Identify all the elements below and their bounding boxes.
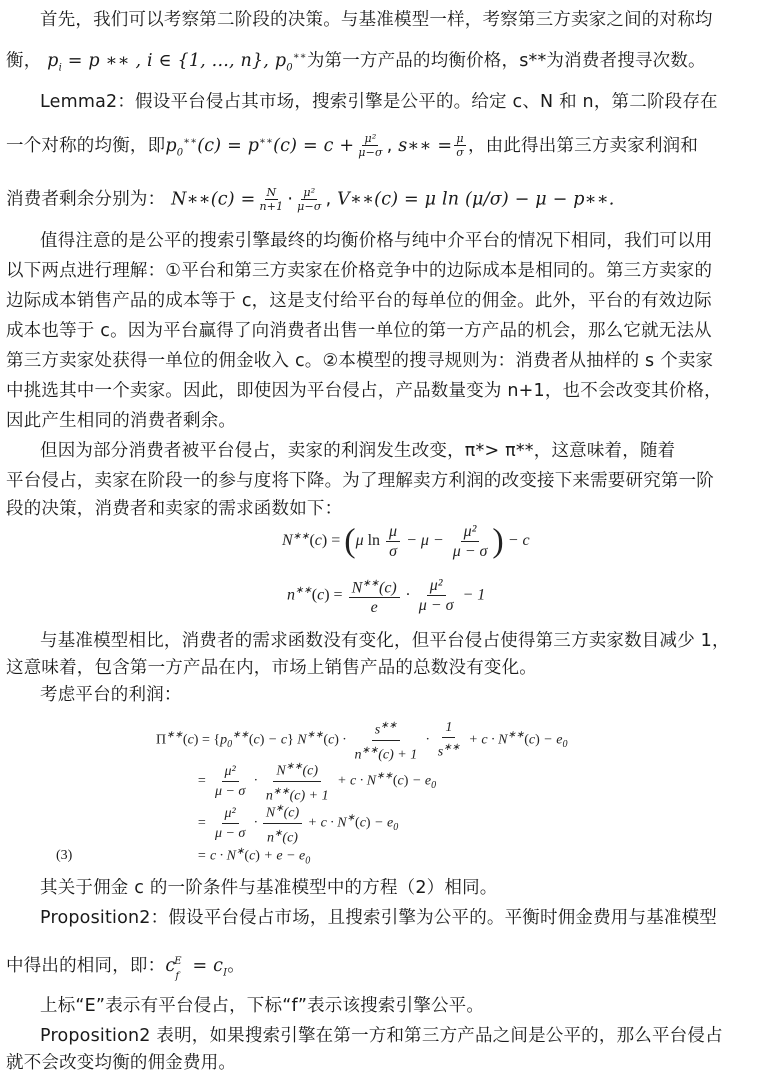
equation-number: (3)	[56, 848, 73, 863]
inline-formula: $p_0^{∗∗}$	[274, 50, 307, 74]
equation-demand-N: N∗∗(c) = (μ ln $\frac{\mu}{\sigma}$ − μ − $\frac{\text{μ²}}{\mu - \sigma}$ ) − c	[282, 522, 530, 560]
text: 为第一方产品的均衡价格，	[306, 50, 520, 71]
paragraph-line: 边际成本销售产品的成本等于 c，这是支付给平台的每单位的佣金。此外，平台的有效边际	[6, 291, 712, 311]
paragraph-line: 考虑平台的利润：	[40, 685, 182, 705]
inline-formula: $p_i = p$ ∗∗ , i ∈ {1, ..., n},	[47, 50, 270, 74]
text: 中得出的相同，即：	[6, 955, 166, 976]
text: 衡，	[6, 50, 42, 71]
paragraph-line: 但因为部分消费者被平台侵占，卖家的利润发生改变，π*> π**，这意味着，随着	[40, 441, 676, 461]
fraction: $\frac{\mu}{\sigma}$	[456, 132, 464, 160]
paragraph-line: 成本也等于 c。因为平台赢得了向消费者出售一单位的第一方产品的机会，那么它就无法从	[6, 321, 712, 341]
paragraph-line: 这意味着，包含第一方产品在内，市场上销售产品的总数没有变化。	[6, 658, 537, 678]
lemma-line: 一个对称的均衡，即$p_0^{∗∗}(c) = p^{∗∗}(c) = c$ + $\frac{\text{μ²}}{\mu-\sigma}$ , s∗∗ = $\frac{\mu}{\sigma}$ ，由此得出第三方卖家利润和	[6, 132, 699, 160]
inline-formula: $p_0^{∗∗}(c) = p^{∗∗}(c) = c$ +	[165, 135, 355, 159]
paragraph-line: 首先，我们可以考察第二阶段的决策。与基准模型一样，考察第三方卖家之间的对称均	[40, 10, 713, 30]
paragraph-line: 第三方卖家处获得一单位的佣金收入 c。②本模型的搜寻规则为：消费者从抽样的 s 个卖家	[6, 351, 714, 371]
paragraph-line: 其关于佣金 c 的一阶条件与基准模型中的方程（2）相同。	[40, 878, 498, 898]
equation-demand-n: n∗∗(c) = $\frac{N^{∗∗}(c)}{e}$ · $\frac{\text{μ²}}{\mu - \sigma}$ − 1	[287, 574, 485, 617]
equation-profit-line2: = $\frac{\text{μ²}}{\mu - \sigma}$ · $\frac{N^{∗∗}(c)}{n^{∗∗}(c) + 1}$ + $c \cdot N^{∗∗}(c) - e_0$	[197, 757, 436, 805]
paragraph-line: 与基准模型相比，消费者的需求函数没有变化，但平台侵占使得第三方卖家数目减少 1，	[40, 631, 730, 651]
text: ，由此得出第三方卖家利润和	[467, 135, 699, 156]
fraction: $\frac{\text{μ²}}{\mu-\sigma}$	[297, 186, 322, 213]
proposition-line	[6, 950, 756, 985]
inline-formula: N∗∗(c) =	[171, 189, 256, 210]
text: s**为消费者搜寻次数。	[519, 50, 706, 71]
paragraph-line: 因此产生相同的消费者剩余。	[6, 411, 237, 431]
inline-formula: s∗∗ =	[398, 135, 453, 156]
lemma-line: 消费者剩余分别为： N∗∗(c) = $\frac{N}{n+1}$ · $\frac{\text{μ²}}{\mu-\sigma}$ , V∗∗(c) = μ ln (μ/σ) − μ − p∗∗.	[6, 186, 615, 213]
fraction: $\frac{\text{μ²}}{\mu-\sigma}$	[358, 132, 383, 160]
proposition-line: Proposition2：假设平台侵占市场，且搜索引擎为公平的。平衡时佣金费用与基准模型	[40, 908, 718, 928]
equation-profit-line1: $\Pi^{∗∗}(c) = \{p_0^{∗∗}(c) - c\} N^{∗∗}(c)$ · $\frac{s^{∗∗}}{n^{∗∗}(c) + 1}$ · $\frac{1}{s^{∗∗}}$ + $c \cdot N^{∗∗}(c) - e_0$	[156, 716, 567, 764]
inline-formula: V∗∗(c) = μ ln (μ/σ) − μ − p∗∗.	[337, 189, 615, 210]
inline-formula: $c_f^E = c_I$	[165, 955, 228, 983]
equation-profit-line3: = $\frac{\text{μ²}}{\mu - \sigma}$ · $\frac{N^∗(c)}{n^∗(c)}$ + $c \cdot N^∗(c) - e_0$	[197, 799, 398, 847]
text: 。	[227, 955, 245, 976]
text: 消费者剩余分别为：	[6, 189, 166, 210]
text: 一个对称的均衡，即	[6, 135, 166, 156]
paragraph-line: 上标“E”表示有平台侵占，下标“f”表示该搜索引擎公平。	[40, 996, 485, 1016]
paragraph-line: 以下两点进行理解：①平台和第三方卖家在价格竞争中的边际成本是相同的。第三方卖家的	[6, 261, 713, 281]
paragraph-line: 段的决策，消费者和卖家的需求函数如下：	[6, 499, 343, 519]
equation-profit-line4: = $c \cdot N^∗(c) + e - e_0$	[197, 846, 311, 867]
lemma-line: Lemma2：假设平台侵占其市场，搜索引擎是公平的。给定 c、N 和 n，第二阶段存在	[40, 92, 718, 112]
paragraph-line: Proposition2 表明，如果搜索引擎在第一方和第三方产品之间是公平的，那么平台侵占	[40, 1026, 723, 1046]
paragraph-line: 就不会改变均衡的佣金费用。	[6, 1053, 237, 1073]
paragraph-line	[6, 45, 756, 80]
paragraph-line: 值得注意的是公平的搜索引擎最终的均衡价格与纯中介平台的情况下相同，我们可以用	[40, 231, 713, 251]
paragraph-line: 平台侵占，卖家在阶段一的参与度将下降。为了理解卖方利润的改变接下来需要研究第一阶	[6, 471, 714, 491]
paragraph-line: 中挑选其中一个卖家。因此，即使因为平台侵占，产品数量变为 n+1，也不会改变其价格，	[6, 381, 722, 401]
fraction: $\frac{N}{n+1}$	[259, 186, 284, 213]
